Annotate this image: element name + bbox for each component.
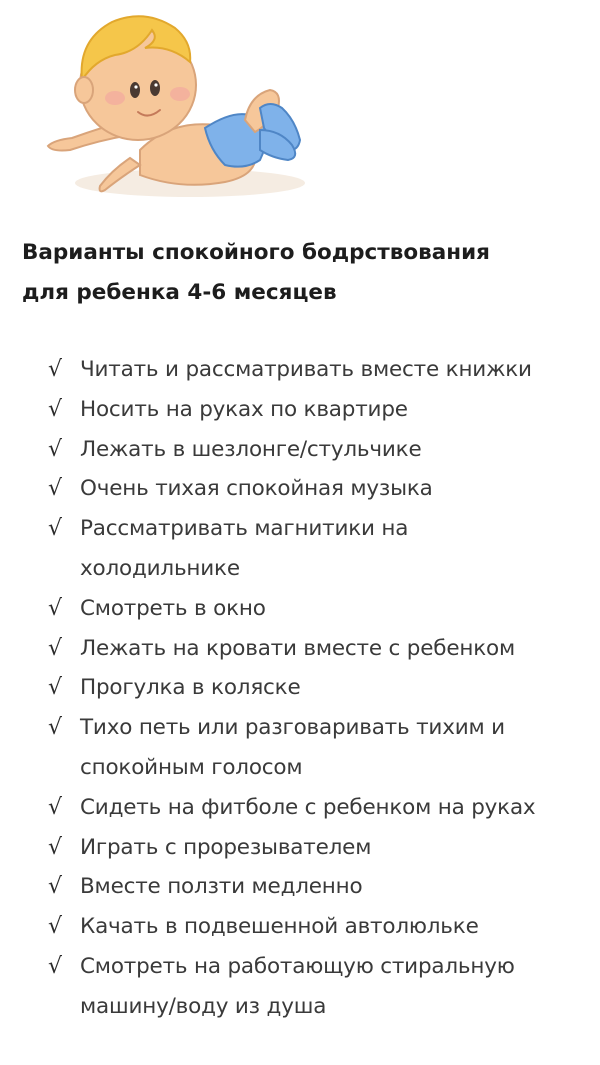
- list-item-line: Лежать в шезлонге/стульчике: [80, 436, 422, 462]
- activities-list: [48, 350, 593, 1027]
- list-item-line: Качать в подвешенной автолюльке: [80, 914, 479, 940]
- list-item-line: холодильнике: [80, 555, 240, 581]
- list-item-line: Прогулка в коляске: [80, 675, 301, 701]
- list-item-text: [80, 907, 593, 947]
- checkmark-icon: √: [48, 715, 62, 741]
- list-item-text: [80, 708, 593, 788]
- checkmark-icon: √: [48, 675, 62, 701]
- checkmark-icon: √: [48, 834, 62, 860]
- list-item: [48, 390, 593, 430]
- list-item-line: Рассматривать магнитики на: [80, 516, 409, 542]
- checkmark-icon: √: [48, 595, 62, 621]
- crawling-baby-illustration: [20, 0, 310, 205]
- list-item: [48, 509, 593, 589]
- list-item-text: [80, 469, 593, 509]
- checkmark-icon: √: [48, 436, 62, 462]
- checkmark-icon: √: [48, 914, 62, 940]
- checkmark-icon: √: [48, 396, 62, 422]
- list-item-line: спокойным голосом: [80, 754, 303, 780]
- list-item-line: машину/воду из душа: [80, 993, 327, 1019]
- checkmark-icon: √: [48, 874, 62, 900]
- list-item: [48, 708, 593, 788]
- list-item-line: Читать и рассматривать вместе книжки: [80, 357, 532, 382]
- title-line-2: для ребенка 4-6 месяцев: [22, 280, 337, 305]
- list-item: [48, 629, 593, 669]
- checkmark-icon: √: [48, 516, 62, 542]
- list-item-line: Играть с прорезывателем: [80, 834, 372, 860]
- list-item-line: Вместе ползти медленно: [80, 874, 363, 900]
- list-item-text: [80, 589, 593, 629]
- list-item: [48, 350, 593, 390]
- list-item: [48, 430, 593, 470]
- list-item: [48, 589, 593, 629]
- list-item-text: [80, 828, 593, 868]
- list-item: [48, 469, 593, 509]
- list-item: [48, 907, 593, 947]
- list-item-line: Сидеть на фитболе с ребенком на руках: [80, 794, 536, 820]
- list-item: [48, 668, 593, 708]
- checkmark-icon: √: [48, 476, 62, 502]
- list-item-text: [80, 947, 593, 1027]
- checkmark-icon: √: [48, 953, 62, 979]
- title-line-1: Варианты спокойного бодрствования: [22, 240, 490, 265]
- list-item-line: Лежать на кровати вместе с ребенком: [80, 635, 515, 661]
- checkmark-icon: √: [48, 794, 62, 820]
- list-item: [48, 828, 593, 868]
- list-item: [48, 947, 593, 1027]
- list-item-line: Тихо петь или разговаривать тихим и: [80, 715, 505, 741]
- page-title: [22, 233, 582, 313]
- list-item-text: [80, 430, 593, 470]
- checkmark-icon: √: [48, 357, 62, 382]
- list-item-text: [80, 629, 593, 669]
- list-item-text: [80, 867, 593, 907]
- checkmark-icon: √: [48, 635, 62, 661]
- list-item-line: Смотреть в окно: [80, 595, 266, 621]
- list-item-line: Смотреть на работающую стиральную: [80, 953, 515, 979]
- list-item-text: [80, 509, 593, 589]
- list-item-line: Носить на руках по квартире: [80, 396, 408, 422]
- list-item-text: [80, 350, 593, 390]
- list-item-text: [80, 668, 593, 708]
- list-item-text: [80, 390, 593, 430]
- list-item: [48, 788, 593, 828]
- list-item-line: Очень тихая спокойная музыка: [80, 476, 433, 502]
- list-item-text: [80, 788, 593, 828]
- list-item: [48, 867, 593, 907]
